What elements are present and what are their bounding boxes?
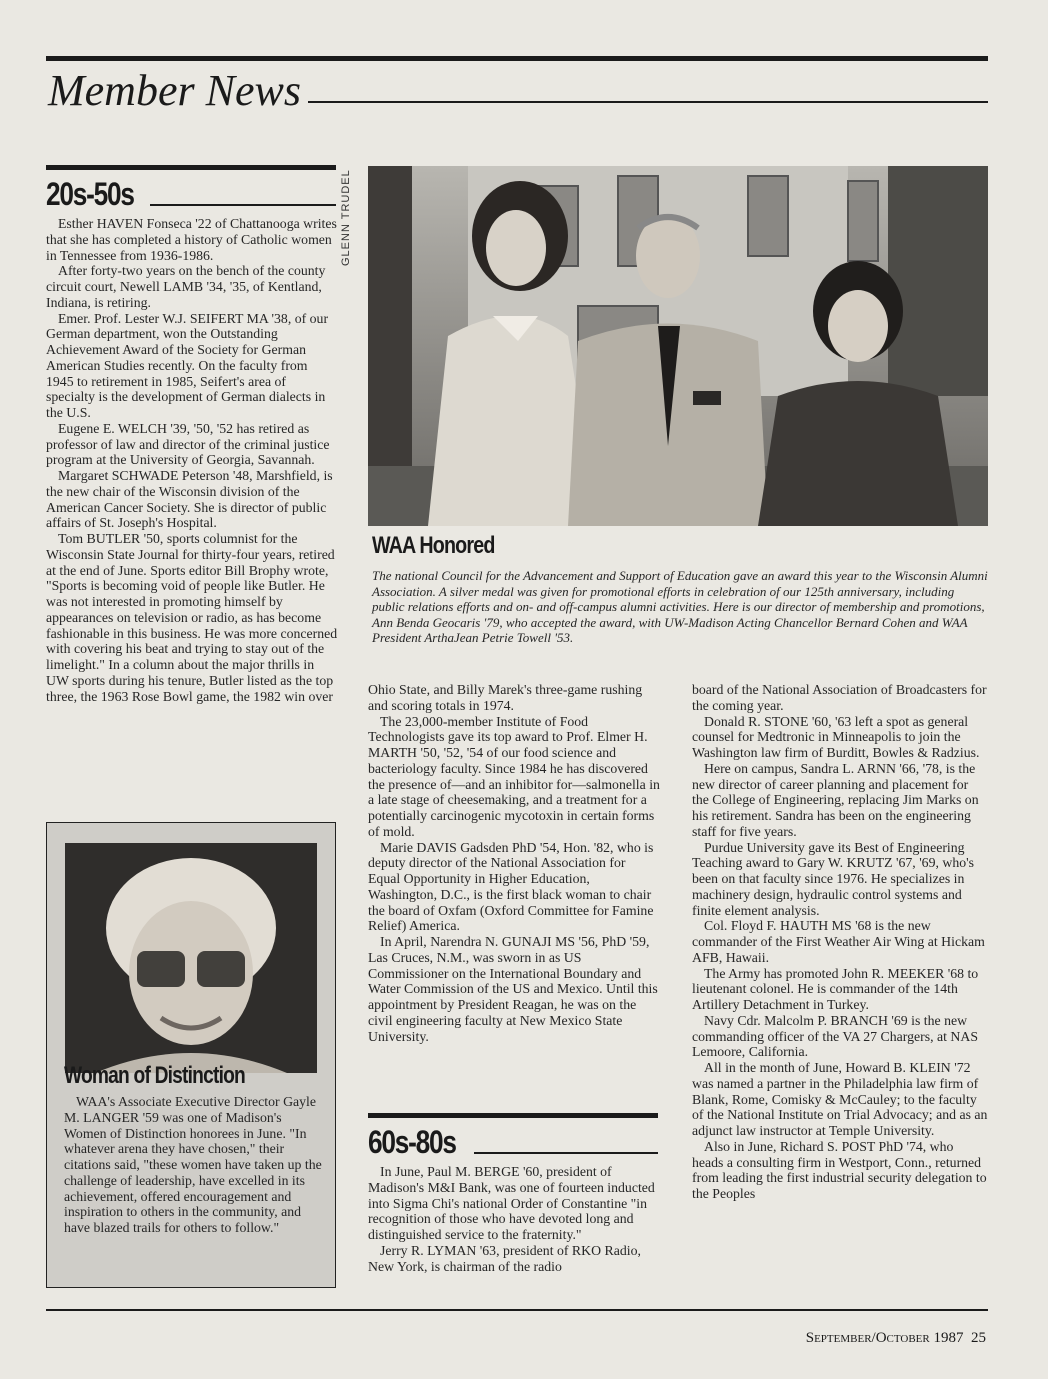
photo-credit: GLENN TRUDEL <box>340 169 352 267</box>
column2-paragraph: Marie DAVIS Gadsden PhD '54, Hon. '82, who is deputy director of the National Association for Equal Opportunity in Higher Education, Washington, D.C., is the first black woman to chair the board of Oxfam (Oxford Committee for Famine Relief) America. <box>368 839 654 934</box>
section2-paragraph: In June, Paul M. BERGE '60, president of Madison's M&I Bank, was one of fourteen inducted into Sigma Chi's national Order of Constantine "in recognition of those who have devoted long and distinguished service to the fraternity." <box>368 1164 655 1242</box>
column3-paragraph: board of the National Association of Broadcasters for the coming year. <box>692 682 987 713</box>
column3-paragraph: Navy Cdr. Malcolm P. BRANCH '69 is the new commanding officer of the VA 27 Chargers, at NAS Lemoore, California. <box>692 1012 978 1060</box>
caption-text: The national Council for the Advancement and Support of Education gave an award this year to the Wisconsin Alumni Association. A silver medal was given for promotional efforts in celebration of our 125th anniversary, including public relations efforts and on- and off-campus alumni activities. Here is our director of membership and promotions, Ann Benda Geocaris '79, who accepted the award, with UW-Madison Acting Chancellor Bernard Cohen and WAA President ArthaJean Petrie Towell '53. <box>372 568 988 646</box>
header-title-rule <box>308 101 988 103</box>
column3-paragraph: All in the month of June, Howard B. KLEIN '72 was named a partner in the Philadelphia law firm of Blank, Rome, Comisky & McCauley; to the faculty of the National Institute on Trial Advocacy; and as an adjunct law instructor at Temple University. <box>692 1060 988 1138</box>
section1-column <box>46 216 338 704</box>
waa-honored-photo <box>368 166 988 526</box>
box-text <box>64 1094 324 1236</box>
section1-top-rule <box>46 165 336 170</box>
section2-column <box>368 1164 660 1274</box>
column3-paragraph: Col. Floyd F. HAUTH MS '68 is the new commander of the First Weather Air Wing at Hickam AFB, Hawaii. <box>692 918 985 965</box>
page-footer <box>806 1330 986 1347</box>
column2-paragraph: In April, Narendra N. GUNAJI MS '56, PhD '59, Las Cruces, N.M., was sworn in as US Commissioner on the International Boundary and Water Commission of the US and Mexico. Until this appointment by President Reagan, he was on the civil engineering faculty at New Mexico State University. <box>368 934 658 1044</box>
section1-paragraph: Eugene E. WELCH '39, '50, '52 has retired as professor of law and director of the criminal justice program at the University of Georgia, Savannah. <box>46 420 330 468</box>
section2-top-rule <box>368 1113 658 1118</box>
column2-paragraph: Ohio State, and Billy Marek's three-game rushing and scoring totals in 1974. <box>368 682 643 713</box>
section1-paragraph: Emer. Prof. Lester W.J. SEIFERT MA '38, of our German department, won the Outstanding Achievement Award of the Society for German American Studies recently. On the faculty from 1945 to retirement in 1985, Seifert's area of specialty is the development of German dialects in the U.S. <box>46 310 329 420</box>
section1-paragraph: After forty-two years on the bench of the county circuit court, Newell LAMB '34, '35, of Kentland, Indiana, is retiring. <box>46 263 326 310</box>
header-top-rule <box>46 56 988 61</box>
column3-paragraph: Here on campus, Sandra L. ARNN '66, '78, is the new director of career planning and placement for the College of Engineering, replacing Jim Marks on his retirement. Sandra has been on the engineering staff for five years. <box>692 760 979 839</box>
langer-portrait-photo <box>65 843 317 1073</box>
column3 <box>692 682 988 1202</box>
section2-paragraph: Jerry R. LYMAN '63, president of RKO Radio, New York, is chairman of the radio <box>368 1242 641 1274</box>
box-title: Woman of Distinction <box>64 1062 245 1089</box>
footer-rule <box>46 1309 988 1311</box>
caption-title: WAA Honored <box>372 532 495 559</box>
section1-paragraph: Margaret SCHWADE Peterson '48, Marshfield, is the new chair of the Wisconsin division of the American Cancer Society. She is director of public affairs of St. Joseph's Hospital. <box>46 468 333 531</box>
box-paragraph: WAA's Associate Executive Director Gayle M. LANGER '59 was one of Madison's Women of Distinction honorees in June. "In whatever arena they have chosen," their citations said, "these women have taken up the challenge of leadership, have excelled in its achievement, offered encouragement and inspiration to others in the community, and have blazed trails for others to follow." <box>64 1094 322 1235</box>
column2 <box>368 682 660 1044</box>
section1-paragraph: Tom BUTLER '50, sports columnist for the Wisconsin State Journal for thirty-four years, retired at the end of June. Sports editor Bill Brophy wrote, "Sports is becoming void of people like Butler. He was not interested in promoting himself by appearances on television or radio, as has become fashionable in this business. He was more concerned with covering his beat and trying to stay out of the limelight." In a column about the major thrills in UW sports during his tenure, Butler listed as the top three, the 1963 Rose Bowl game, the 1982 win over <box>46 531 338 704</box>
page-number: 25 <box>971 1330 986 1346</box>
section1-title: 20s-50s <box>46 176 134 212</box>
page-title: Member News <box>48 66 301 115</box>
column3-paragraph: Also in June, Richard S. POST PhD '74, who heads a consulting firm in Westport, Conn., returned from leading the first industrial security delegation to the Peoples <box>692 1138 987 1201</box>
column3-paragraph: Donald R. STONE '60, '63 left a spot as general counsel for Medtronic in Minneapolis to join the Washington law firm of Burditt, Bowles & Radzius. <box>692 713 980 760</box>
section2-title: 60s-80s <box>368 1124 456 1160</box>
column3-paragraph: The Army has promoted John R. MEEKER '68 to lieutenant colonel. He is commander of the 14th Artillery Detachment in Turkey. <box>692 965 979 1012</box>
column3-paragraph: Purdue University gave its Best of Engineering Teaching award to Gary W. KRUTZ '67, '69, who's been on that faculty since 1976. He specializes in machinery design, hydraulic control systems and finite element analysis. <box>692 839 974 918</box>
column2-paragraph: The 23,000-member Institute of Food Technologists gave its top award to Prof. Elmer H. MARTH '50, '52, '54 of our food science and bacteriology faculty. Since 1984 he has discovered the presence of—and an inhibitor for—salmonella in a late stage of cheesemaking, and a treatment for a potentially carcinogenic mycotoxin in certain forms of mold. <box>368 713 660 839</box>
issue-date: September/October 1987 <box>805 1330 964 1346</box>
section1-paragraph: Esther HAVEN Fonseca '22 of Chattanooga writes that she has completed a history of Catholic women in Tennessee from 1936-1986. <box>46 216 337 263</box>
section1-title-rule <box>150 204 336 206</box>
section2-title-rule <box>474 1152 658 1154</box>
